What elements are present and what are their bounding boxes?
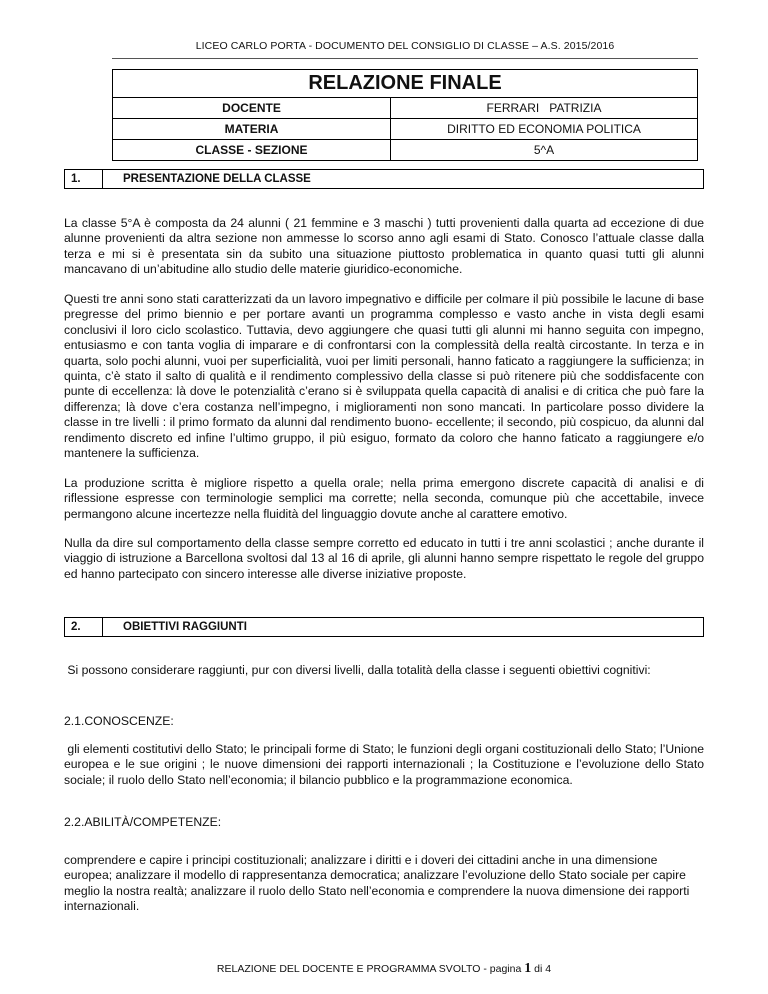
page-number: 1 (524, 961, 532, 976)
section-number: 2. (65, 618, 103, 636)
subsection-title: 2.2.ABILITÀ/COMPETENZE: (64, 815, 222, 829)
paragraph: Questi tre anni sono stati caratterizzati da un lavoro impegnativo e difficile per colmare il più possibile le lacune di base pregresse del primo biennio e per portare avanti un programma complesso e vasto anche in vista degli esami conclusivi il loro ciclo scolastico. Tuttavia, devo aggiungere che quasi tutti gli alunni mi hanno seguita con impegno, entusiasmo e con tanta voglia di imparare e di confrontarsi con la complessità della realtà circostante. In terza e in quarta, solo pochi alunni, vuoi per superficialità, vuoi per limiti personali, hanno faticato a raggiungere la sufficienza; in quinta, c’è stato il salto di qualità e il rendimento complessivo della classe si può ritenere più che soddisfacente con punte di eccellenza: là dove le potenzialità c’erano si è sviluppata quella capacità di analisi e di critica che può fare la differenza; là dove c’era costanza nell’impegno, i miglioramenti non sono mancati. In particolare posso dividere la classe in tre livelli : il primo formato da alunni dal rendimento buono- eccellente; il secondo, più cospicuo, da alunni dal rendimento discreto ed infine l’ultimo gruppo, il più esiguo, formato da coloro che hanno faticato a raggiungere e/o mantenere la sufficienza. (64, 292, 704, 461)
footer-total: di 4 (531, 963, 552, 975)
section-number: 1. (65, 170, 103, 188)
info-label: DOCENTE (113, 98, 391, 119)
page-footer (0, 961, 768, 977)
page-header: LICEO CARLO PORTA - DOCUMENTO DEL CONSIGLIO DI CLASSE – A.S. 2015/2016 (112, 40, 698, 59)
footer-text: RELAZIONE DEL DOCENTE E PROGRAMMA SVOLTO - pagina (216, 963, 525, 975)
paragraph: La produzione scritta è migliore rispetto a quella orale; nella prima emergono discrete capacità di analisi e di riflessione espresse con terminologie semplici ma corrette; nella seconda, comunque più che accettabile, invece permangono alcune incertezze nella fluidità del linguaggio dovute anche al carattere emotivo. (64, 476, 704, 521)
paragraph: gli elementi costitutivi dello Stato; le principali forme di Stato; le funzioni degli organi costituzionali dello Stato; l’Unione europea e le sue origini ; le nuove dimensioni dei rapporti internazionali ; la Costituzione e l’evoluzione dello Stato sociale; il ruolo dello Stato nell’economia; il bilancio pubblico e la programmazione economica. (64, 742, 708, 787)
info-label: MATERIA (113, 119, 391, 140)
info-label: CLASSE - SEZIONE (113, 140, 391, 161)
info-row (113, 119, 698, 140)
section-heading-1 (64, 169, 704, 189)
info-value: DIRITTO ED ECONOMIA POLITICA (391, 119, 698, 140)
section-title: PRESENTAZIONE DELLA CLASSE (123, 173, 311, 185)
section-heading-2 (64, 617, 704, 637)
section-title: OBIETTIVI RAGGIUNTI (123, 621, 247, 633)
report-title: RELAZIONE FINALE (113, 70, 698, 98)
info-row (113, 140, 698, 161)
subsection-title: 2.1.CONOSCENZE: (64, 714, 174, 728)
info-value: 5^A (391, 140, 698, 161)
paragraph: La classe 5°A è composta da 24 alunni ( 21 femmine e 3 maschi ) tutti provenienti dalla quarta ad eccezione di due alunne provenienti da altra sezione non ammesse lo scorso anno agli esami di Stato. Conosco l’attuale classe dalla terza e mi si è presentata sin da subito una situazione piuttosto problematica in quanto quasi tutti gli alunni mancavano di un’abitudine allo studio delle materie giuridico-economiche. (64, 216, 704, 277)
info-table (112, 69, 698, 161)
section-intro: Si possono considerare raggiunti, pur con diversi livelli, dalla totalità della classe i seguenti obiettivi cognitivi: (64, 663, 651, 677)
info-value: FERRARI PATRIZIA (391, 98, 698, 119)
info-row (113, 98, 698, 119)
paragraph: comprendere e capire i principi costituzionali; analizzare i diritti e i doveri dei cittadini anche in una dimensione europea; analizzare il modello di rappresentanza democratica; analizzare l’evoluzione dello Stato sociale per capire meglio la nostra realtà; analizzare il ruolo dello Stato nell’economia e comprendere la nuova dimensione dei rapporti internazionali. (64, 853, 690, 914)
paragraph: Nulla da dire sul comportamento della classe sempre corretto ed educato in tutti i tre anni scolastici ; anche durante il viaggio di istruzione a Barcellona svoltosi dal 13 al 16 di aprile, gli alunni hanno sempre rispettato le regole del gruppo ed hanno partecipato con sincero interesse alle diverse iniziative proposte. (64, 536, 704, 581)
